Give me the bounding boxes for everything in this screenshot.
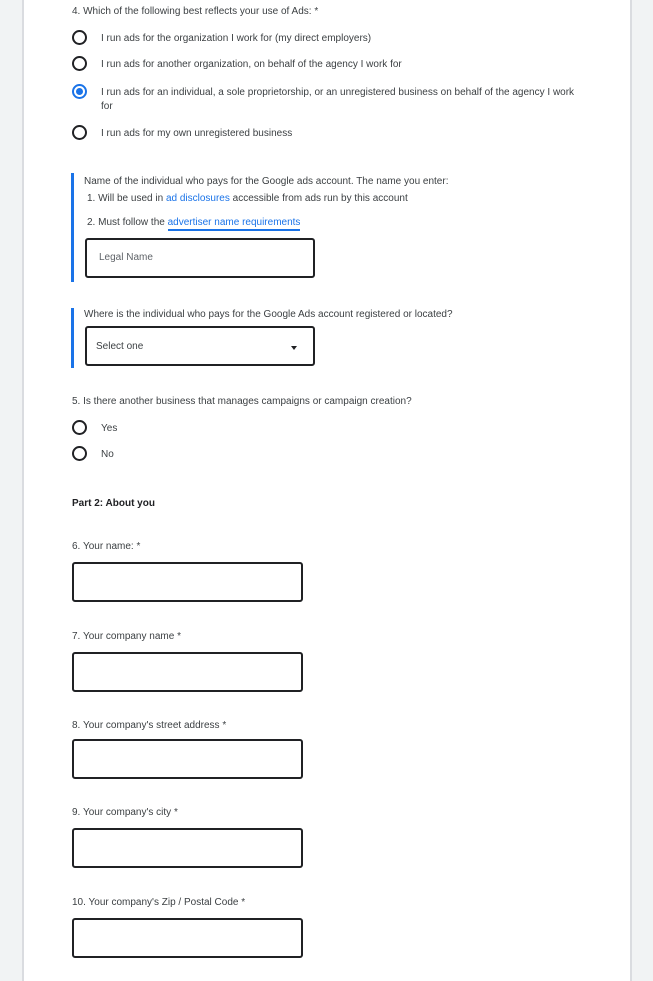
zip-label: 10. Your company's Zip / Postal Code * — [72, 897, 246, 908]
q5-option-label: Yes — [101, 423, 118, 434]
legal-name-input[interactable] — [85, 238, 315, 278]
radio-unchecked-icon[interactable] — [72, 30, 87, 45]
payer-name-section — [71, 173, 74, 282]
rule-1-prefix: 1. Will be used in — [87, 193, 166, 204]
q4-label: 4. Which of the following best reflects your use of Ads: * — [72, 6, 319, 17]
payer-location-label: Where is the individual who pays for the Google Ads account registered or located? — [84, 309, 453, 320]
ad-disclosures-link[interactable]: ad disclosures — [165, 193, 230, 204]
street-address-label: 8. Your company's street address * — [72, 720, 227, 731]
legal-name-placeholder: Legal Name — [99, 252, 153, 263]
payer-name-intro: Name of the individual who pays for the Google ads account. The name you enter: — [84, 176, 449, 187]
city-label: 9. Your company's city * — [72, 807, 178, 818]
form-page — [22, 0, 632, 981]
payer-name-rule-1 — [87, 193, 408, 204]
q4-option-label: I run ads for an individual, a sole proprietorship, or an unregistered business on behalf of the agency I work for — [101, 87, 575, 112]
payer-name-rule-2 — [87, 217, 300, 228]
street-address-input[interactable] — [72, 739, 303, 779]
q4-option-label: I run ads for another organization, on behalf of the agency I work for — [101, 59, 402, 70]
payer-location-section — [71, 308, 74, 368]
q5-option-no[interactable] — [72, 448, 114, 462]
payer-location-select[interactable] — [85, 326, 315, 366]
q4-option-label: I run ads for my own unregistered business — [101, 128, 293, 139]
advertiser-name-requirements-link[interactable]: advertiser name requirements — [168, 217, 301, 231]
your-name-input[interactable] — [72, 562, 303, 602]
q4-option-1[interactable] — [72, 32, 371, 46]
q4-option-3[interactable] — [72, 86, 582, 114]
city-input[interactable] — [72, 828, 303, 868]
company-name-input[interactable] — [72, 652, 303, 692]
zip-input[interactable] — [72, 918, 303, 958]
q5-option-label: No — [101, 449, 114, 460]
part-2-title: Part 2: About you — [72, 498, 155, 509]
dropdown-arrow-icon — [291, 346, 297, 350]
radio-unchecked-icon[interactable] — [72, 446, 87, 461]
your-name-label: 6. Your name: * — [72, 541, 141, 552]
q5-label: 5. Is there another business that manages campaigns or campaign creation? — [72, 396, 412, 407]
rule-2-prefix: 2. Must follow the — [87, 217, 168, 228]
company-name-label: 7. Your company name * — [72, 631, 181, 642]
q4-option-label: I run ads for the organization I work for (my direct employers) — [101, 33, 372, 44]
q5-option-yes[interactable] — [72, 422, 117, 436]
radio-unchecked-icon[interactable] — [72, 125, 87, 140]
radio-unchecked-icon[interactable] — [72, 420, 87, 435]
radio-checked-icon[interactable] — [72, 84, 87, 99]
q4-option-4[interactable] — [72, 127, 292, 141]
q4-option-2[interactable] — [72, 58, 402, 72]
radio-unchecked-icon[interactable] — [72, 56, 87, 71]
payer-location-select-value: Select one — [96, 341, 144, 352]
rule-1-suffix: accessible from ads run by this account — [229, 193, 408, 204]
